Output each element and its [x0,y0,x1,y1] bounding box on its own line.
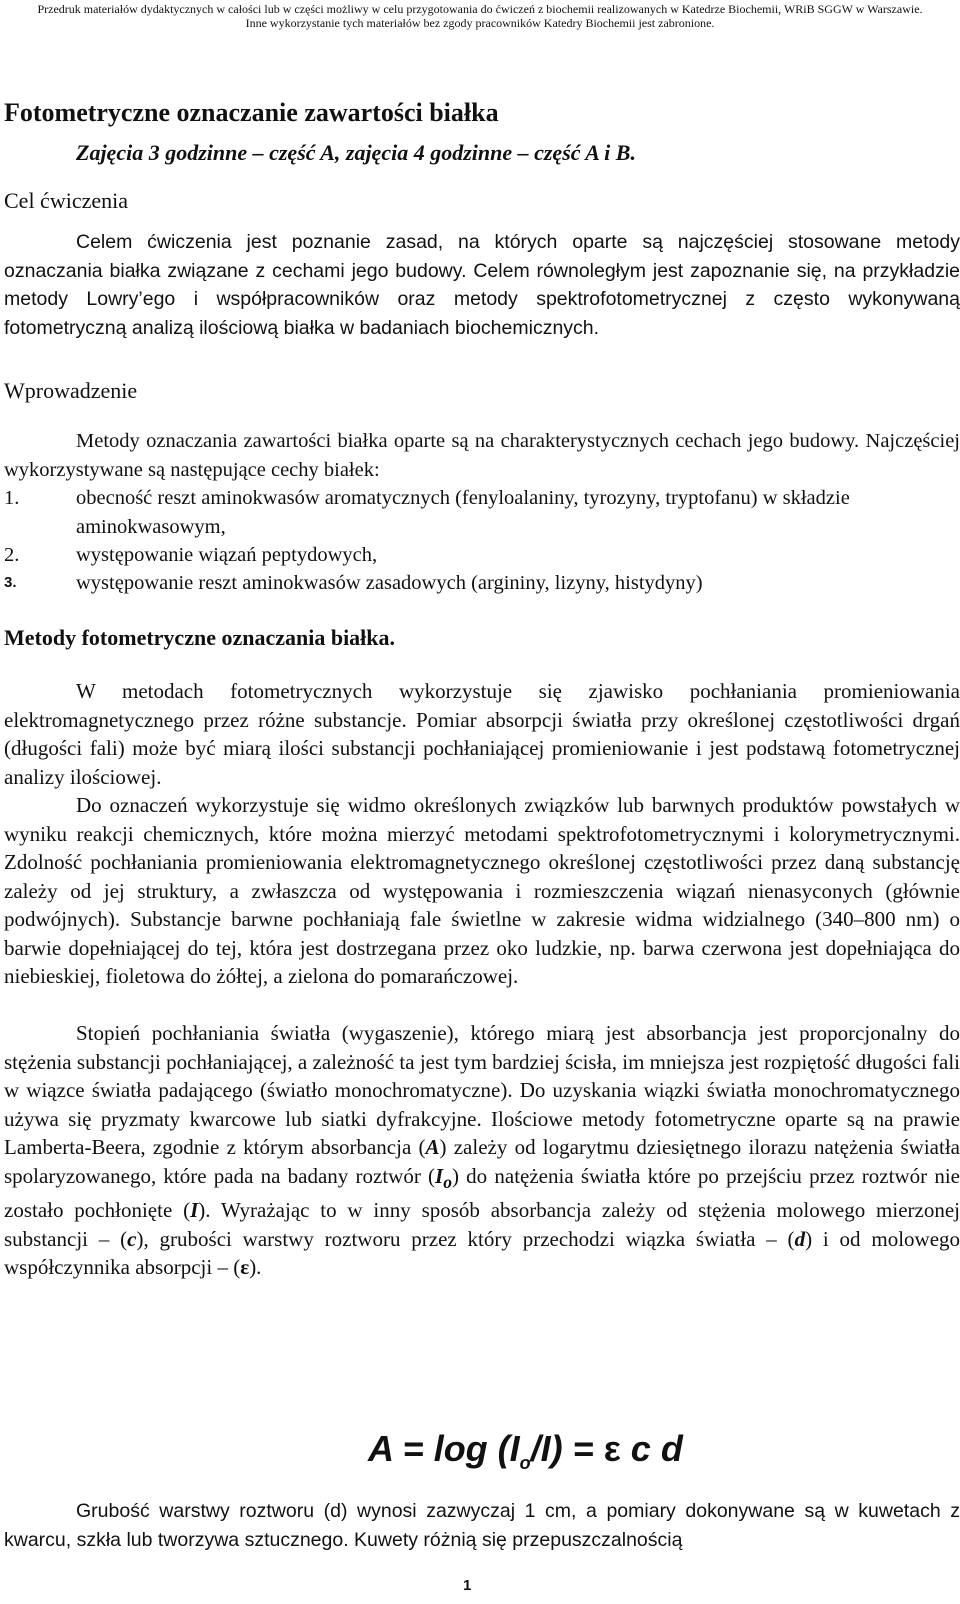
list-item-text: występowanie reszt aminokwasów zasadowych (argininy, lizyny, histydyny) [76,572,703,594]
paragraph-metody-3 [4,1019,960,1282]
paragraph-cel-text: Celem ćwiczenia jest poznanie zasad, na których oparte są najczęściej stosowane metody oznaczania białka związane z cechami jego budowy. Celem równoległym jest zapoznanie się, na przykładzie metody Lowry’ego i współpracowników oraz metody spektrofotometrycznej z często wykonywaną fotometryczną analizą ilościową białka w badaniach biochemicznych. [4,231,960,339]
symbol-transmitted-intensity: I [190,1198,199,1223]
heading-metody: Metody fotometryczne oznaczania białka. [4,625,396,650]
symbol-epsilon: ε [240,1255,250,1280]
formula-subscript: o [519,1453,531,1474]
paragraph-metody-4-text: Grubość warstwy roztworu (d) wynosi zazwyczaj 1 cm, a pomiary dokonywane są w kuwetach z kwarcu, szkła lub tworzywa sztucznego. Kuwety różnią się przepuszczalnością [4,1500,960,1551]
header-line-1: Przedruk materiałów dydaktycznych w całości lub w części możliwy w celu przygotowania do ćwiczeń z biochemii realizowanych w Katedrze Biochemii, WRiB SGGW w Warszawie. [37,2,923,16]
symbol-thickness: d [794,1226,806,1251]
formula-epsilon: ε [603,1428,621,1469]
paragraph-metody-1 [4,677,960,791]
paragraph-text: ). Wyrażając to w inny sposób absorbancja zależy od stężenia molowego mierzonej substancji – ( [4,1198,960,1251]
list-item-number: 2. [4,544,20,566]
list-item-number: 3. [4,574,17,591]
list-item-text: obecność reszt aminokwasów aromatycznych (fenyloalaniny, tyrozyny, tryptofanu) w składzie aminokwasowym, [76,487,850,538]
list-item-number: 1. [4,487,20,509]
formula-part: c d [620,1428,683,1469]
paragraph-text: ). [249,1255,262,1280]
formula-part: A = log (I [368,1428,520,1469]
heading-wprowadzenie: Wprowadzenie [4,378,138,403]
page-number: 1 [463,1577,472,1594]
beer-lambert-formula [368,1428,683,1474]
symbol-incident-intensity: I [435,1163,444,1188]
formula-part: /I) = [530,1428,604,1469]
paragraph-text: ) i od molowego współczynnika absorpcji – ( [4,1226,960,1280]
paragraph-wprowadzenie-text: Metody oznaczania zawartości białka oparte są na charakterystycznych cechach jego budowy. Najczęściej wykorzystywane są następujące cechy białek: [4,430,960,481]
header-line-2: Inne wykorzystanie tych materiałów bez zgody pracowników Katedry Biochemii jest zabronione. [245,16,715,30]
page-header [0,0,960,30]
heading-cel: Cel ćwiczenia [4,188,128,213]
paragraph-metody-2-text: Do oznaczeń wykorzystuje się widmo określonych związków lub barwnych produktów powstałych w wyniku reakcji chemicznych, które można mierzyć metodami spektrofotometrycznymi i kolorymetrycznymi. Zdolność pochłaniania promieniowania elektromagnetycznego określonej częstotliwości przez daną substancję zależy od jej struktury, a zwłaszcza od występowania i rozmieszczenia wiązań nienasyconych (głównie podwójnych). Substancje barwne pochłaniają fale świetlne w zakresie widma widzialnego (340–800 nm) o barwie dopełniającej do tej, która jest dostrzegana przez oko ludzkie, np. barwa czerwona jest dopełniająca do niebieskiej, fioletowa do żółtej, a zielona do pomarańczowej. [4,793,960,988]
symbol-concentration: c [127,1226,137,1251]
paragraph-text: ), grubości warstwy roztworu przez który przechodzi wiązka światła – ( [136,1226,795,1251]
paragraph-text: Stopień pochłaniania światła (wygaszenie), którego miarą jest absorbancja jest proporcjonalny do stężenia substancji pochłaniającej, a zależność ta jest tym bardziej ścisła, im mniejsza jest rozpiętość długości fali w wiązce światła padającego (światło monochromatyczne). Do uzyskania wiązki światła monochromatycznego używa się pryzmaty kwarcowe lub siatki dyfrakcyjne. Ilościowe metody fotometryczne oparte są na prawie Lamberta-Beera, zgodnie z którym absorbancja ( [4,1021,960,1159]
paragraph-metody-4 [4,1497,960,1554]
paragraph-metody-1-text: W metodach fotometrycznych wykorzystuje się zjawisko pochłaniania promieniowania elektromagnetycznego przez różne substancje. Pomiar absorpcji światła przy określonej częstotliwości drgań (długości fali) może być miarą ilości substancji pochłaniającej promieniowanie i jest podstawą fotometrycznej analizy ilościowej. [4,679,960,789]
paragraph-cel [4,228,960,342]
symbol-subscript: o [443,1171,452,1192]
document-title: Fotometryczne oznaczanie zawartości białka [4,98,499,127]
symbol-absorbance: A [425,1135,440,1159]
document-subtitle: Zajęcia 3 godzinne – część A, zajęcia 4 godzinne – część A i B. [76,140,636,165]
paragraph-wprowadzenie [4,427,960,484]
list-item-text: występowanie wiązań peptydowych, [76,544,378,566]
paragraph-text: ) zależy od logarytmu dziesiętnego ilorazu natężenia światła spolaryzowanego, które pada na badany roztwór ( [4,1135,960,1188]
paragraph-metody-2 [4,791,960,991]
paragraph-text: ) do natężenia światła które po przejściu przez roztwór nie zostało pochłonięte ( [4,1163,960,1223]
